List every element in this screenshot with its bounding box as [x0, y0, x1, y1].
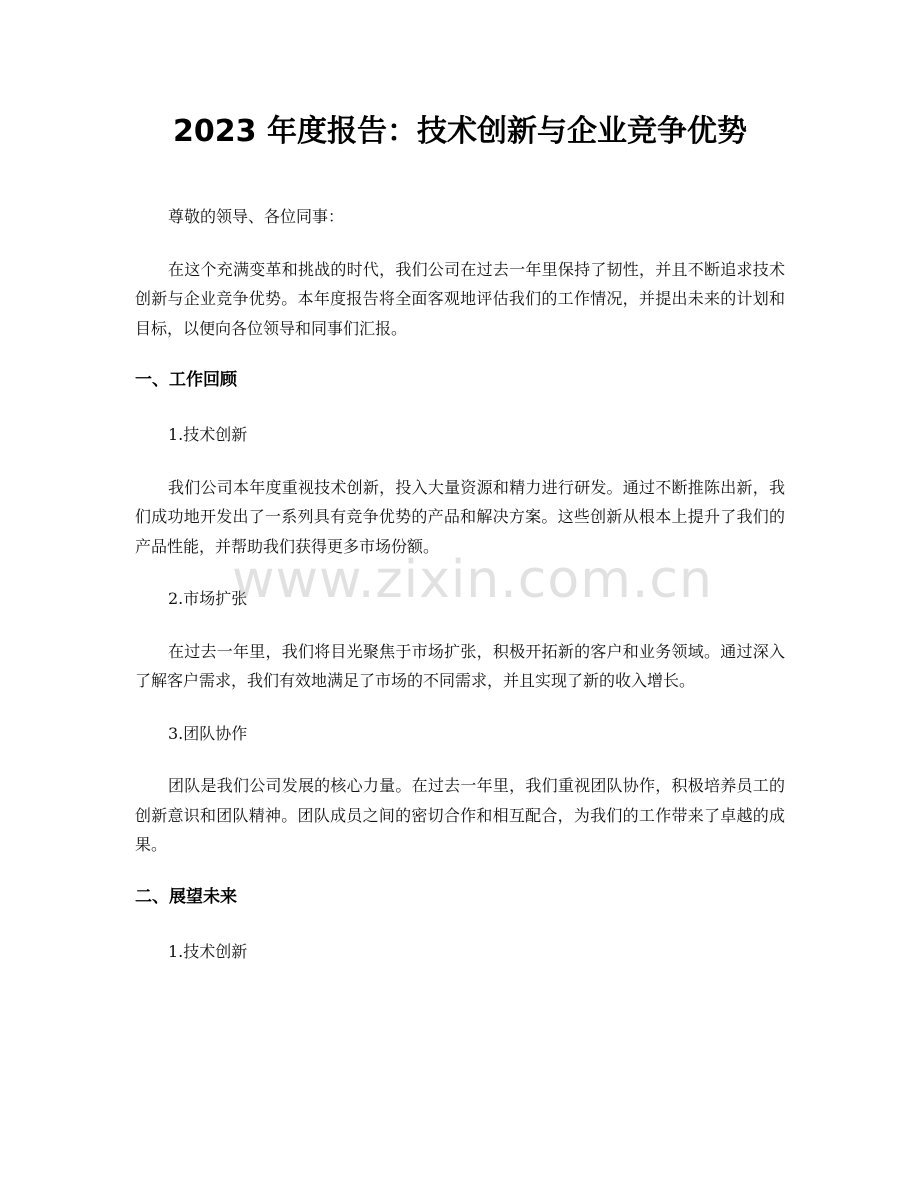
document-content — [135, 112, 785, 989]
subheading-market-expansion: 2.市场扩张 — [168, 589, 248, 608]
section-heading-review: 一、工作回顾 — [135, 370, 237, 390]
paragraph-team-collaboration: 团队是我们公司发展的核心力量。在过去一年里，我们重视团队协作，积极培养员工的创新意识和团队精神。团队成员之间的密切合作和相互配合，为我们的工作带来了卓越的成果。 — [135, 776, 785, 854]
subheading-team-collaboration: 3.团队协作 — [168, 723, 248, 743]
greeting: 尊敬的领导、各位同事： — [168, 207, 345, 226]
document-title: 2023 年度报告：技术创新与企业竞争优势 — [173, 114, 747, 149]
section-heading-outlook: 二、展望未来 — [135, 886, 237, 907]
watermark: www.zixin.com.cn — [232, 550, 713, 610]
paragraph-market-expansion: 在过去一年里，我们将目光聚焦于市场扩张，积极开拓新的客户和业务领域。通过深入了解客户需求，我们有效地满足了市场的不同需求，并且实现了新的收入增长。 — [135, 641, 785, 690]
intro-paragraph: 在这个充满变革和挑战的时代，我们公司在过去一年里保持了韧性，并且不断追求技术创新与企业竞争优势。本年度报告将全面客观地评估我们的工作情况，并提出未来的计划和目标，以便向各位领导和同事们汇报。 — [135, 259, 785, 338]
subheading-tech-innovation: 1.技术创新 — [168, 425, 248, 444]
subheading-outlook-tech-innovation: 1.技术创新 — [168, 941, 248, 961]
paragraph-tech-innovation: 我们公司本年度重视技术创新，投入大量资源和精力进行研发。通过不断推陈出新，我们成功地开发出了一系列具有竞争优势的产品和解决方案。这些创新从根本上提升了我们的产品性能，并帮助我们获得更多市场份额。 — [135, 477, 785, 556]
